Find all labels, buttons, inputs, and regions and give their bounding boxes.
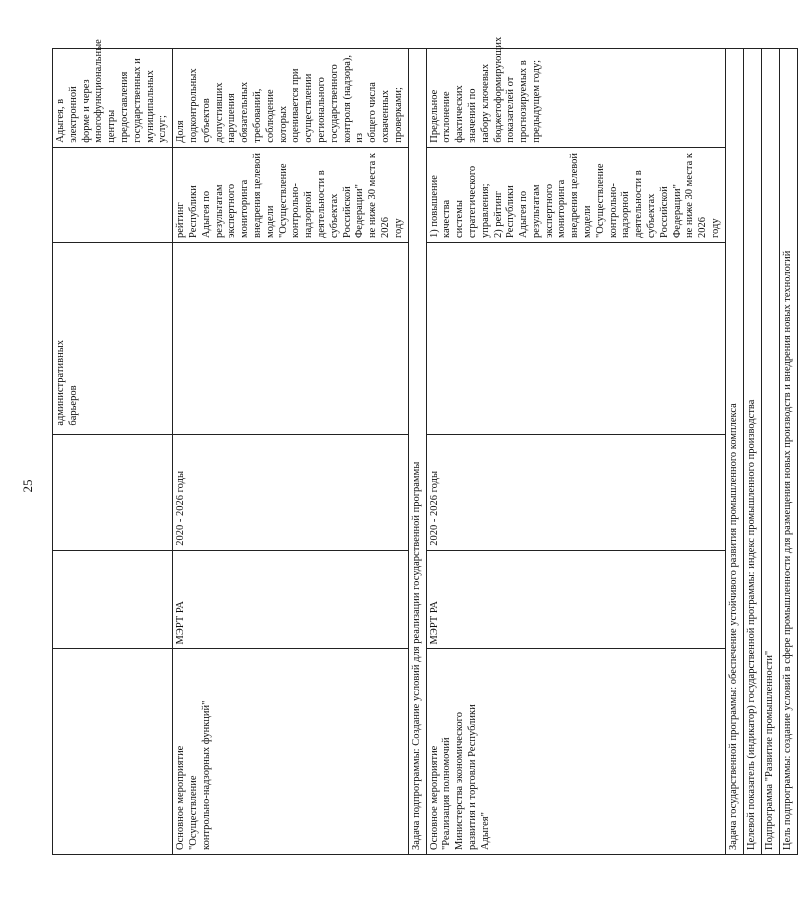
cell-executor: МЭРТ РА [426, 550, 725, 649]
cell-result: рейтинг Республики Адыгея по результатам экспертного мониторинга внедрения целевой модели "Осуществление контрольно-надзорной деятельности в субъектах Российской Федерации" не ниже 30 места к 2026 году [173, 147, 408, 242]
cell-deviation: Предельное отклонение фактических значений по набору ключевых бюджетоформирующих показателей от прогнозируемых в предыдущем году; [426, 49, 725, 148]
cell-measure-name: Основное мероприятие "Осуществление контрольно-надзорных функций" [173, 649, 408, 855]
rotated-page [52, 36, 793, 855]
table-row-section [761, 49, 779, 855]
cell-measure-name: Основное мероприятие "Реализация полномочий Министерства экономического развития и торговли Республики Адыгея" [426, 649, 725, 855]
table-row [426, 49, 725, 855]
table-row-section [779, 49, 797, 855]
target-indicator: Целевой показатель (индикатор) государственной программы: индекс промышленного производства [743, 49, 761, 855]
cell-result [53, 147, 173, 242]
table-row [173, 49, 408, 855]
cell-executor [53, 550, 173, 649]
cell-deviation: Доля подконтрольных субъектов допустивших нарушения обязательных требований, соблюдение которых оценивается при осуществлении регионального государственного контроля (надзора), из общего числа охваченных проверками; [173, 49, 408, 148]
program-table [52, 36, 798, 855]
table-row-section [743, 49, 761, 855]
page-number: 25 [20, 479, 35, 493]
cell-period: 2020 - 2026 годы [426, 434, 725, 550]
table-row [53, 49, 173, 855]
cell-executor: МЭРТ РА [173, 550, 408, 649]
section-title: Задача подпрограммы: Создание условий для реализации государственной программы [408, 49, 426, 855]
cell-period: 2020 - 2026 годы [173, 434, 408, 550]
subprogram-title: Подпрограмма "Развитие промышленности" [761, 49, 779, 855]
table-row-section [408, 49, 426, 855]
table-row-section [725, 49, 743, 855]
cell-indicator [426, 242, 725, 434]
program-task: Задача государственной программы: обеспечение устойчивого развития промышленного комплекса [725, 49, 743, 855]
cell-measure-name [53, 649, 173, 855]
cell-indicator: административных барьеров [53, 242, 173, 434]
cell-indicator [173, 242, 408, 434]
cell-period [53, 434, 173, 550]
cell-deviation: Адыгея, в электронной форме и через многофункциональные центры предоставления государственных и муниципальных услуг; [53, 49, 173, 148]
subprogram-goal: Цель подпрограммы: создание условий в сфере промышленности для размещения новых производств и внедрения новых технологий [779, 49, 797, 855]
cell-result: 1) повышение качества системы стратегического управления; 2) рейтинг Республики Адыгея по результатам экспертного мониторинга внедрения целевой модели "Осуществление контрольно-надзорной деятельности в субъектах Российской Федерации" не ниже 30 места к 2026 году [426, 147, 725, 242]
